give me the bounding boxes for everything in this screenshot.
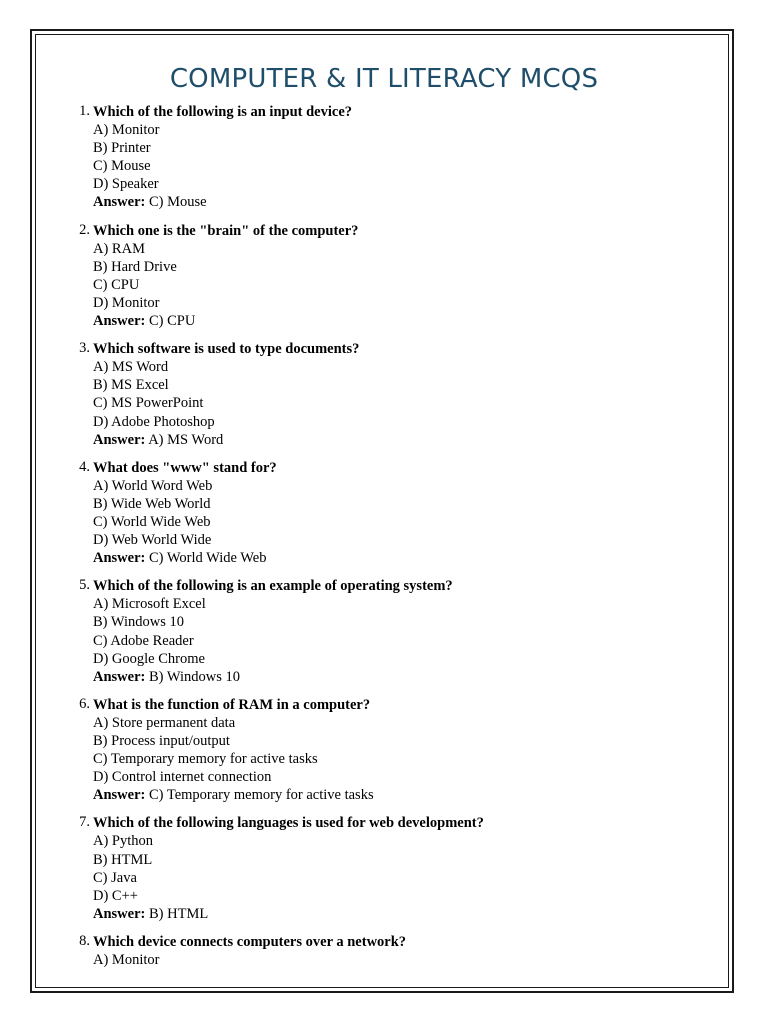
answer-label: Answer: (93, 668, 146, 685)
question-text: What does "www" stand for? (93, 459, 277, 476)
option-b: B) MS Excel (93, 377, 169, 394)
answer-line (93, 431, 713, 449)
option-a: A) World Word Web (93, 477, 213, 494)
answer-value: C) CPU (148, 313, 196, 330)
option-b: B) Wide Web World (93, 495, 211, 512)
answer-value: C) Mouse (148, 194, 207, 211)
question-item (79, 340, 713, 449)
answer-label: Answer: (93, 431, 146, 448)
option-d: D) Monitor (93, 294, 160, 311)
option-b: B) Windows 10 (93, 614, 184, 631)
option-c: C) Java (93, 869, 137, 886)
question-text: Which of the following is an input device? (93, 104, 353, 120)
question-item (79, 695, 713, 805)
question-item (79, 221, 713, 331)
option-b: B) HTML (93, 851, 153, 868)
answer-line (93, 786, 713, 804)
option-c: C) World Wide Web (93, 513, 211, 530)
question-number: 2. (79, 221, 90, 238)
question-item (79, 577, 713, 686)
question-text: Which device connects computers over a network? (93, 933, 407, 950)
answer-value: C) World Wide Web (148, 550, 267, 567)
option-a: A) Monitor (93, 952, 160, 969)
option-d: D) Adobe Photoshop (93, 413, 215, 430)
option-d: D) C++ (93, 887, 138, 904)
answer-line (93, 668, 713, 686)
answer-label: Answer: (93, 313, 146, 330)
option-d: D) Google Chrome (93, 650, 205, 667)
answer-line (93, 193, 713, 211)
answer-label: Answer: (93, 787, 146, 804)
option-a: A) Store permanent data (93, 714, 236, 731)
question-number: 6. (79, 695, 90, 712)
answer-value: B) Windows 10 (148, 668, 240, 685)
question-number: 3. (79, 340, 90, 357)
answer-label: Answer: (93, 550, 146, 567)
answer-label: Answer: (93, 194, 146, 211)
question-item (79, 458, 713, 568)
option-a: A) Python (93, 833, 154, 850)
answer-line (93, 549, 713, 567)
answer-value: C) Temporary memory for active tasks (148, 787, 374, 804)
option-c: C) Adobe Reader (93, 632, 194, 649)
option-a: A) Monitor (93, 122, 160, 139)
answer-value: B) HTML (148, 905, 209, 922)
question-item (79, 103, 713, 212)
question-number: 5. (79, 577, 90, 594)
question-text: Which of the following is an example of operating system? (93, 578, 453, 595)
question-number: 1. (79, 103, 90, 119)
question-item (79, 932, 713, 969)
page-title: COMPUTER & IT LITERACY MCQS (169, 64, 599, 94)
option-d: D) Speaker (93, 176, 159, 193)
question-text: What is the function of RAM in a computer? (93, 696, 371, 713)
option-b: B) Hard Drive (93, 258, 177, 275)
answer-line (93, 905, 713, 923)
question-number: 4. (79, 458, 90, 475)
option-a: A) Microsoft Excel (93, 596, 206, 613)
option-d: D) Control internet connection (93, 769, 272, 786)
question-text: Which software is used to type documents? (93, 341, 360, 358)
option-b: B) Process input/output (93, 733, 230, 749)
question-item (79, 814, 713, 923)
question-text: Which one is the "brain" of the computer? (93, 222, 359, 239)
option-a: A) MS Word (93, 359, 169, 376)
question-number: 7. (79, 814, 90, 831)
option-b: B) Printer (93, 140, 151, 157)
question-text: Which of the following languages is used for web development? (93, 815, 484, 832)
answer-label: Answer: (93, 905, 146, 922)
option-d: D) Web World Wide (93, 532, 212, 549)
answer-line (93, 312, 713, 330)
option-c: C) MS PowerPoint (93, 395, 204, 412)
question-list (79, 103, 713, 979)
option-c: C) Mouse (93, 158, 151, 175)
answer-value: A) MS Word (148, 431, 224, 448)
option-a: A) RAM (93, 240, 145, 257)
option-c: C) CPU (93, 276, 140, 293)
question-number: 8. (79, 932, 90, 949)
option-c: C) Temporary memory for active tasks (93, 751, 318, 768)
